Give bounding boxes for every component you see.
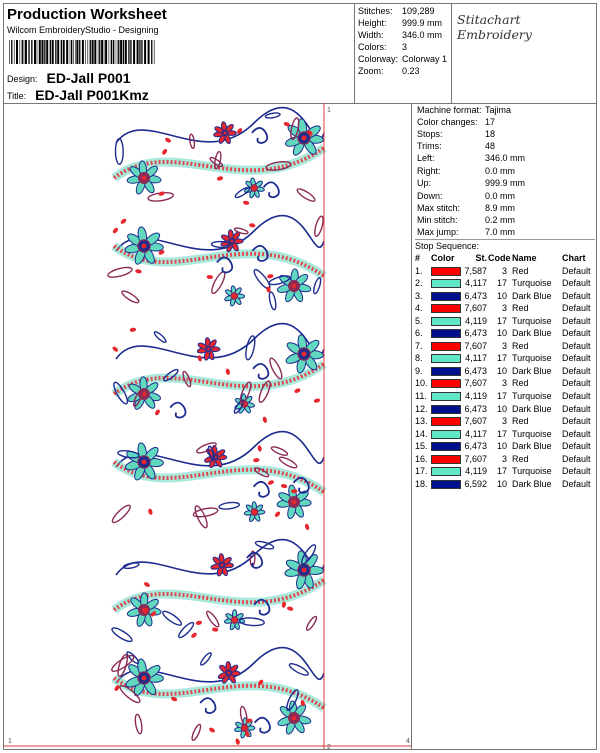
title-row <box>7 86 149 102</box>
design-label: Design: <box>7 74 38 84</box>
thread-chart: Default <box>562 340 591 351</box>
stop-number: 16. <box>415 453 428 464</box>
worksheet-header <box>4 4 596 104</box>
stop-number: 2. <box>415 278 423 289</box>
stitch-count: 4,117 <box>465 278 487 289</box>
summary-height: Height: 999.9 mm <box>358 18 443 28</box>
thread-chart: Default <box>562 478 591 489</box>
thread-name: Red <box>512 378 529 389</box>
thread-chart: Default <box>562 278 591 289</box>
summary-zoom: Zoom: 0.23 <box>358 66 420 76</box>
stop-row <box>415 277 595 290</box>
thread-name: Turquoise <box>512 391 552 402</box>
stop-number: 10. <box>415 378 428 389</box>
stitch-count: 7,607 <box>464 416 487 427</box>
thread-name: Dark Blue <box>512 290 552 301</box>
stop-row <box>415 377 595 390</box>
thread-name: Dark Blue <box>512 441 552 452</box>
summary-stitches: Stitches: 109,289 <box>358 6 435 16</box>
thread-chart: Default <box>562 328 591 339</box>
thread-code: 17 <box>496 466 507 477</box>
thread-chart: Default <box>562 416 591 427</box>
color-swatch <box>431 304 461 313</box>
stop-number: 6. <box>415 328 423 339</box>
stitch-count: 6,473 <box>464 328 487 339</box>
color-swatch <box>431 442 461 451</box>
stitch-count: 4,117 <box>465 428 487 439</box>
stop-number: 15. <box>415 441 428 452</box>
color-swatch <box>431 267 461 276</box>
worksheet-title: Production Worksheet <box>7 6 167 23</box>
color-swatch <box>431 342 461 351</box>
thread-chart: Default <box>562 441 591 452</box>
stop-row <box>415 403 595 416</box>
design-preview <box>4 103 412 749</box>
marker-bottom-left: 1 <box>8 738 12 745</box>
trims-row: Trims: 48 <box>417 141 496 151</box>
marker-bottom-right: 4 <box>406 738 410 745</box>
thread-name: Turquoise <box>512 278 552 289</box>
stop-row <box>415 315 595 328</box>
stitch-count: 7,607 <box>464 453 487 464</box>
stop-number: 5. <box>415 315 423 326</box>
stitch-count: 4,119 <box>465 315 487 326</box>
stop-number: 17. <box>415 466 428 477</box>
barcode-image <box>9 40 157 64</box>
thread-code: 10 <box>496 441 507 452</box>
stop-row <box>415 453 595 466</box>
thread-name: Red <box>512 265 529 276</box>
stop-row <box>415 478 595 491</box>
stitch-count: 6,473 <box>464 290 487 301</box>
stop-row <box>415 440 595 453</box>
stop-number: 12. <box>415 403 428 414</box>
thread-name: Turquoise <box>512 428 552 439</box>
color-swatch <box>431 417 461 426</box>
thread-chart: Default <box>562 391 591 402</box>
color-swatch <box>431 430 461 439</box>
stop-row <box>415 465 595 478</box>
stop-number: 11. <box>415 391 427 402</box>
stitch-count: 4,117 <box>465 353 487 364</box>
company-name: Stitachart Embroidery <box>457 12 532 42</box>
title-value: ED-Jall P001Kmz <box>35 87 149 103</box>
color-changes-row: Color changes: 17 <box>417 117 496 127</box>
thread-chart: Default <box>562 353 591 364</box>
stitch-count: 6,473 <box>464 365 487 376</box>
thread-chart: Default <box>562 290 591 301</box>
stop-row <box>415 265 595 278</box>
stitch-count: 7,607 <box>464 303 487 314</box>
stitch-count: 6,592 <box>464 478 487 489</box>
thread-code: 10 <box>496 403 507 414</box>
color-swatch <box>431 292 461 301</box>
stop-number: 13. <box>415 416 428 427</box>
thread-code: 10 <box>496 365 507 376</box>
thread-name: Dark Blue <box>512 403 552 414</box>
machine-info-panel <box>412 103 596 749</box>
thread-code: 3 <box>501 378 507 389</box>
stitch-count: 4,119 <box>465 391 487 402</box>
stop-row <box>415 390 595 403</box>
thread-code: 10 <box>496 290 507 301</box>
thread-code: 3 <box>501 340 507 351</box>
stop-number: 3. <box>415 290 423 301</box>
thread-code: 17 <box>496 391 507 402</box>
stop-sequence-table <box>415 252 595 490</box>
marker-bottom-mid: 2 <box>327 744 331 749</box>
thread-chart: Default <box>562 365 591 376</box>
thread-code: 3 <box>501 265 507 276</box>
design-value: ED-Jall P001 <box>46 70 131 86</box>
thread-name: Dark Blue <box>512 478 552 489</box>
thread-code: 17 <box>496 353 507 364</box>
thread-chart: Default <box>562 403 591 414</box>
design-info-block <box>4 4 355 103</box>
stop-number: 4. <box>415 303 423 314</box>
stops-row: Stops: 18 <box>417 129 496 139</box>
color-swatch <box>431 405 461 414</box>
stitch-count: 6,473 <box>464 403 487 414</box>
color-swatch <box>431 480 461 489</box>
stop-row <box>415 428 595 441</box>
right-row: Right: 0.0 mm <box>417 166 516 176</box>
color-swatch <box>431 354 461 363</box>
thread-code: 10 <box>496 478 507 489</box>
stitch-count: 4,119 <box>465 466 487 477</box>
thread-name: Turquoise <box>512 353 552 364</box>
color-swatch <box>431 379 461 388</box>
thread-code: 17 <box>496 315 507 326</box>
summary-colors: Colors: 3 <box>358 42 408 52</box>
thread-name: Dark Blue <box>512 328 552 339</box>
stop-row <box>415 365 595 378</box>
stop-row <box>415 327 595 340</box>
color-swatch <box>431 455 461 464</box>
thread-code: 10 <box>496 328 507 339</box>
thread-name: Red <box>512 416 529 427</box>
stop-sequence-header: # Color St. Code Name Chart <box>415 253 586 263</box>
machine-format-row: Machine format: Tajima <box>417 105 512 115</box>
min-stitch-row: Min stitch: 0.2 mm <box>417 215 516 225</box>
stop-number: 9. <box>415 365 423 376</box>
thread-chart: Default <box>562 378 591 389</box>
software-name: Wilcom EmbroideryStudio - Designing <box>7 25 159 35</box>
thread-name: Turquoise <box>512 315 552 326</box>
stitch-count: 7,607 <box>464 340 487 351</box>
thread-chart: Default <box>562 466 591 477</box>
thread-code: 17 <box>496 428 507 439</box>
embroidery-design <box>4 103 411 749</box>
thread-chart: Default <box>562 453 591 464</box>
thread-chart: Default <box>562 265 591 276</box>
stop-number: 14. <box>415 428 428 439</box>
thread-chart: Default <box>562 303 591 314</box>
stop-row <box>415 290 595 303</box>
summary-width: Width: 346.0 mm <box>358 30 443 40</box>
stop-row <box>415 340 595 353</box>
thread-name: Red <box>512 453 529 464</box>
thread-name: Red <box>512 303 529 314</box>
title-label: Title: <box>7 91 27 101</box>
stitch-count: 7,607 <box>464 378 487 389</box>
color-swatch <box>431 392 461 401</box>
stop-sequence-title: Stop Sequence: <box>415 239 595 251</box>
design-row <box>7 69 131 85</box>
left-row: Left: 346.0 mm <box>417 153 526 163</box>
stop-row <box>415 352 595 365</box>
thread-code: 3 <box>501 453 507 464</box>
color-swatch <box>431 317 461 326</box>
thread-name: Turquoise <box>512 466 552 477</box>
thread-name: Dark Blue <box>512 365 552 376</box>
stop-row <box>415 415 595 428</box>
color-swatch <box>431 467 461 476</box>
color-swatch <box>431 329 461 338</box>
thread-code: 17 <box>496 278 507 289</box>
thread-chart: Default <box>562 428 591 439</box>
thread-chart: Default <box>562 315 591 326</box>
color-swatch <box>431 279 461 288</box>
max-jump-row: Max jump: 7.0 mm <box>417 227 516 237</box>
stop-number: 18. <box>415 478 428 489</box>
color-swatch <box>431 367 461 376</box>
stitch-count: 6,473 <box>464 441 487 452</box>
up-row: Up: 999.9 mm <box>417 178 526 188</box>
stop-number: 1. <box>415 265 423 276</box>
thread-name: Red <box>512 340 529 351</box>
production-worksheet <box>3 3 597 750</box>
stitch-count: 7,587 <box>464 265 487 276</box>
down-row: Down: 0.0 mm <box>417 191 516 201</box>
thread-code: 3 <box>501 416 507 427</box>
marker-top: 1 <box>327 107 331 114</box>
stop-row <box>415 302 595 315</box>
summary-block <box>355 4 452 103</box>
max-stitch-row: Max stitch: 8.9 mm <box>417 203 516 213</box>
summary-colorway: Colorway: Colorway 1 <box>358 54 448 64</box>
thread-code: 3 <box>501 303 507 314</box>
stop-number: 7. <box>415 340 423 351</box>
stop-number: 8. <box>415 353 423 364</box>
